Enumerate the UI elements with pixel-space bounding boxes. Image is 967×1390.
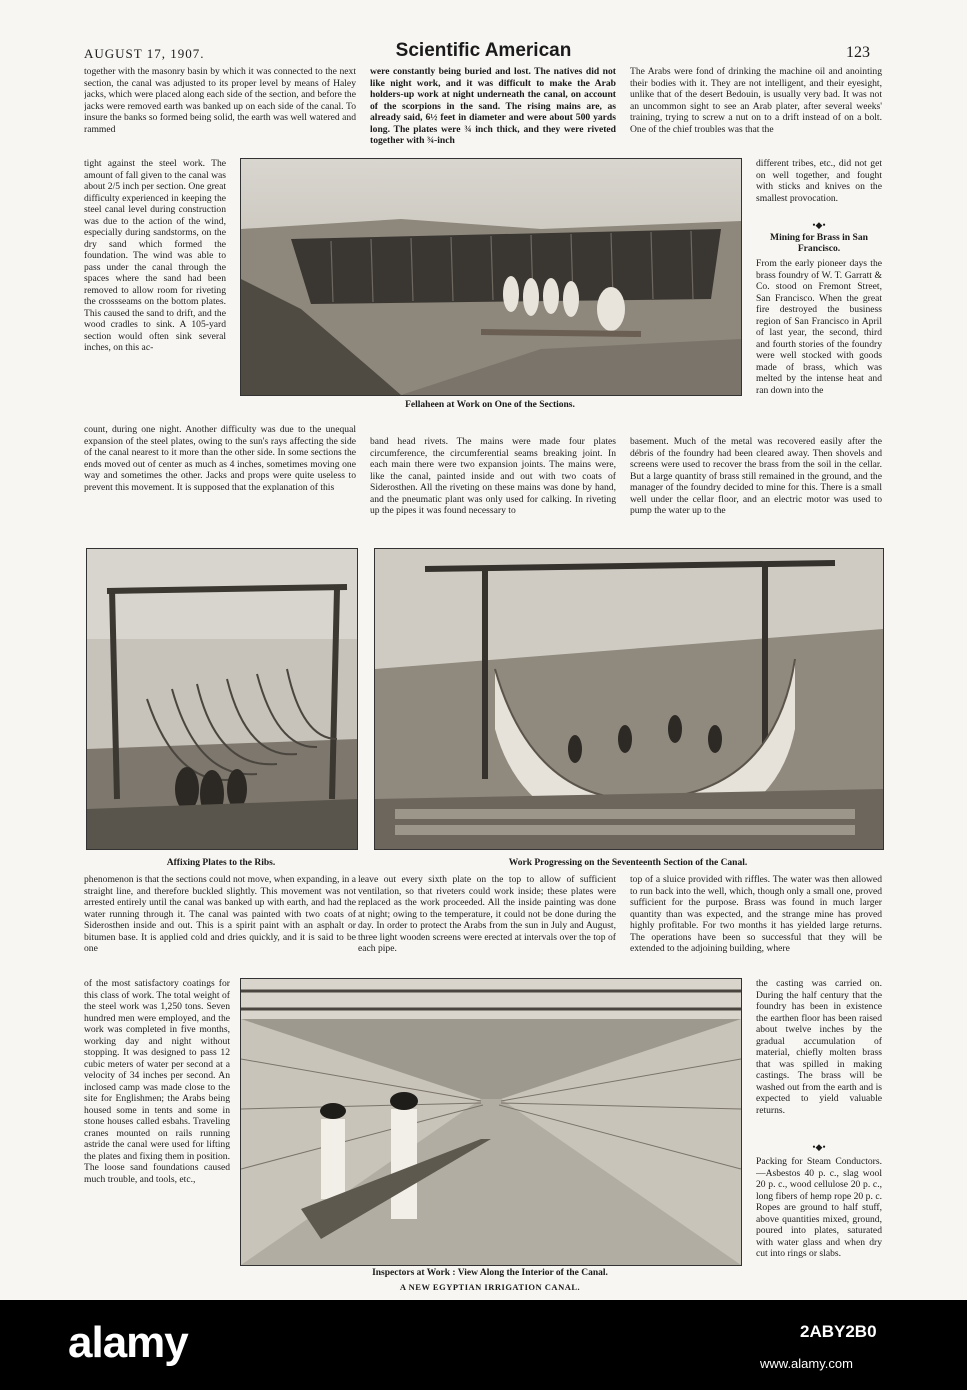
page-number: 123 bbox=[846, 44, 870, 61]
col1-text-bottom-narrow: of the most satisfactory coatings for this class of work. The total weight of the steel work was 1,250 tons. Seven hundred men were employed, and the work was completed in five months, working day and night without stopping. It was designed to pass 12 cubic meters of water per second at a velocity of 34 inches per second. An inclosed camp was made close to the site for Englishmen; the Arabs being housed some in tents and some in stone houses called esbahs. Traveling cranes mounted on rails running astride the canal were used for lifting the plates and fixing them in position. The loose sand foundations caused much trouble, and tools, etc., bbox=[84, 978, 230, 1185]
col3-text-mining: From the early pioneer days the brass foundry of W. T. Garratt & Co. stood on Fremont Street, San Francisco. When the great fire destroyed the business region of San Francisco in April of last year, the second, third and fourth stories of the foundry were well stocked with goods made of brass, which was melted by the intense heat and ran down into the bbox=[756, 258, 882, 396]
mining-heading: Mining for Brass in San Francisco. bbox=[770, 232, 868, 254]
section-ornament: •◆• bbox=[812, 220, 826, 230]
col3-text-casting: the casting was carried on. During the half century that the foundry has been in existence the earthen floor has been raised about twelve inches by the gradual accumulation of material, chiefly molten brass that was spilled in making castings. The brass will be washed out from the earth and is expected to yield valuable returns. bbox=[756, 978, 882, 1116]
col3-text-tribes: different tribes, etc., did not get on well together, and fought with sticks and knives on the smallest provocation. bbox=[756, 158, 882, 204]
masthead-title: Scientific American bbox=[395, 40, 572, 61]
col1-text-top: together with the masonry basin by which it was connected to the next section, the canal was adjusted to its proper level by means of Haley jacks, which were placed along each side of the section, and before the jacks were removed earth was banked up on each side of the canal. To insure the banks so formed being solid, the earth was well watered and rammed bbox=[84, 66, 356, 135]
col3-text-mid: basement. Much of the metal was recovered easily after the débris of the foundry had been cleared away. Then shovels and screens were used to recover the brass from the soil in the cellar. But a large quantity of brass still remained in the ground, and the manager of the foundry decided to mine for this. There is a small well under the cellar floor, and an electric motor was used to pump the water up to the bbox=[630, 436, 882, 516]
col1-text-bottom: phenomenon is that the sections could not move, when expanding, in a straight line, and therefore buckled slightly. This movement was not arrested entirely until the canal was banked up with earth, and had the water running through it. The canal was painted with two coats of Siderosthen inside and out. This is a spirit paint with an asphalt or bitumen base. It is applied cold and dries quickly, and it is said to be one bbox=[84, 874, 356, 954]
image-id: 2ABY2B0 bbox=[800, 1322, 877, 1341]
caption-inspectors: Inspectors at Work : View Along the Interior of the Canal. bbox=[372, 1268, 608, 1278]
article-title: A NEW EGYPTIAN IRRIGATION CANAL. bbox=[399, 1282, 581, 1292]
photo-affixing-plates bbox=[86, 548, 358, 850]
caption-affixing: Affixing Plates to the Ribs. bbox=[166, 858, 276, 868]
col1-text-narrow: tight against the steel work. The amount of fall given to the canal was about 2/5 inch per section. One great difficulty experienced in keeping the steel canal level during construction was due to the action of the wind, especially during sandstorms, on the dry sand which formed the foundation. The wind was able to pass under the canal through the spaces where the sand had been removed to allow room for riveting the crossseams on the bottom plates. This caused the sand to drift, and the wood cradles to sink. A 105-yard section would often sink several inches, on this ac- bbox=[84, 158, 226, 353]
col2-text-mid: band head rivets. The mains were made four plates circumference, the circumferential seams breaking joint. In each main there were two expansion joints. The mains were, like the canal, painted inside and out with two coats of Siderosthen. All the riveting on these mains was done by hand, and the pneumatic plant was only used for calking. In riveting up the pipes it was found necessary to bbox=[370, 436, 616, 516]
col3-text-packing: Packing for Steam Conductors.—Asbestos 40 p. c., slag wool 20 p. c., wood cellulose 20 p. c., long fibers of hemp rope 20 p. c. Ropes are ground to half stuff, above quantities mixed, ground, poured into plates, saturated with water glass and when dry cut into rings or slabs. bbox=[756, 1156, 882, 1259]
caption-fellaheen: Fellaheen at Work on One of the Sections. bbox=[405, 400, 575, 410]
photo-fellaheen-at-work bbox=[240, 158, 742, 396]
alamy-logo: alamy bbox=[68, 1318, 188, 1367]
col3-text-top: The Arabs were fond of drinking the machine oil and anointing their bodies with it. They are not intelligent, and their eyesight, unlike that of the desert Bedouin, is usually very bad. It was not an uncommon sight to see an Arab plater, after several weeks' training, trying to screw a nut on to a drift instead of on a bolt. One of the chief troubles was that the bbox=[630, 66, 882, 135]
caption-seventeenth: Work Progressing on the Seventeenth Section of the Canal. bbox=[508, 858, 748, 868]
issue-date: AUGUST 17, 1907. bbox=[84, 46, 205, 61]
section-ornament-2: •◆• bbox=[812, 1142, 826, 1152]
col3-text-bottom: top of a sluice provided with riffles. The water was then allowed to run back into the well, which, though only a small one, proved sufficient for the purpose. Brass was found in much larger quantity than was expected, and the strange mine has proved highly profitable. For two months it has yielded large returns. The operations have been so successful that they will be extended to the adjoining building, where bbox=[630, 874, 882, 954]
col2-text-top: were constantly being buried and lost. The natives did not like night work, and it was difficult to make the Arab holders-up work at night underneath the canal, on account of the scorpions in the sand. The rising mains are, as already said, 6½ feet in diameter and were about 500 yards long. The plates were ¾ inch thick, and they were riveted together with ¾-inch bbox=[370, 66, 616, 146]
col2-text-bottom: leave out every sixth plate on the top to allow of sufficient ventilation, so that riveters could work inside; these plates were replaced as the work proceeded. All the inside painting was done at night; owing to the temperature, it could not be done during the day. In order to protect the Arabs from the sun in July and August, three light wooden screens were erected at intervals over the top of each pipe. bbox=[358, 874, 616, 954]
watermark-url: www.alamy.com bbox=[760, 1356, 853, 1371]
col1-text-continued: count, during one night. Another difficulty was due to the unequal expansion of the steel plates, owing to the sun's rays affecting the side of the canal nearest to it more than the other side. In some sections the ends moved out of center as much as 4 inches, sometimes moving one way and sometimes the other. Jacks and props were quite useless to prevent this movement. It is supposed that the explanation of this bbox=[84, 424, 356, 493]
photo-inspectors bbox=[240, 978, 742, 1266]
photo-seventeenth-section bbox=[374, 548, 884, 850]
